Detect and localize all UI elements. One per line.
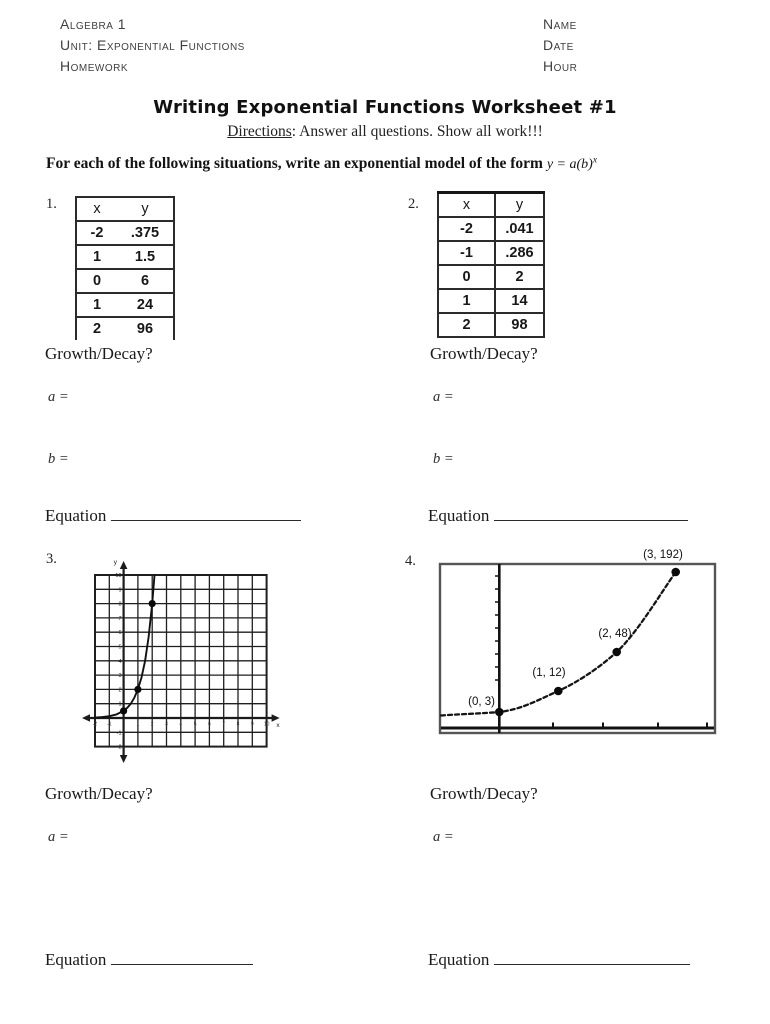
table-header-y: y: [515, 197, 524, 213]
equation-blank: [494, 505, 688, 521]
problem-2-table: [437, 191, 545, 338]
equation-blank: [494, 949, 690, 965]
svg-text:-2: -2: [92, 721, 98, 728]
svg-text:8: 8: [118, 601, 122, 608]
x-axis-tick-labels: [93, 722, 270, 728]
table-cell: -2: [76, 221, 117, 245]
svg-text:(0, 3): (0, 3): [468, 696, 495, 708]
equation-line-1: Equation: [45, 505, 301, 526]
course-name: Algebra 1: [60, 16, 127, 32]
svg-text:-1: -1: [107, 721, 112, 728]
svg-text:2: 2: [118, 687, 122, 694]
table-row: [438, 217, 544, 241]
table-cell: 0: [76, 269, 117, 293]
table-row: [76, 293, 174, 317]
a-equals-label-1: a =: [48, 389, 69, 405]
table-cell: 1.5: [117, 245, 174, 269]
b-equals-label-1: b =: [48, 451, 69, 467]
worksheet-title: Writing Exponential Functions Worksheet #1: [153, 97, 617, 118]
svg-text:3: 3: [118, 673, 122, 680]
a-equals-label-3: a =: [48, 829, 69, 845]
svg-text:(2, 48): (2, 48): [598, 628, 632, 640]
table-cell: 2: [495, 265, 544, 289]
svg-text:2: 2: [150, 721, 154, 728]
table-cell: -2: [438, 217, 495, 241]
header-left: [60, 14, 245, 77]
equation-line-2: Equation: [428, 505, 688, 526]
equation-blank: [111, 949, 253, 965]
table-cell: 24: [117, 293, 174, 317]
svg-text:4: 4: [179, 721, 183, 728]
table-header-x: x: [438, 193, 495, 218]
x-axis-label: x: [276, 722, 280, 729]
formula-exponent: x: [592, 155, 598, 166]
directions-text: : Answer all questions. Show all work!!!: [291, 123, 543, 140]
svg-text:7: 7: [118, 615, 122, 622]
table-cell: .375: [117, 221, 174, 245]
growth-decay-label-3: Growth/Decay?: [45, 784, 153, 803]
table-cell: 98: [495, 313, 544, 337]
svg-text:7: 7: [222, 721, 226, 728]
intro-text: For each of the following situations, write an exponential model of the form: [46, 155, 547, 172]
growth-decay-label-2: Growth/Decay?: [430, 344, 538, 363]
unit-name: Unit: Exponential Functions: [60, 37, 245, 53]
equation-line-4: Equation: [428, 949, 690, 970]
table-row: [438, 265, 544, 289]
equation-blank: [111, 505, 301, 521]
svg-text:5: 5: [118, 644, 122, 651]
b-equals-label-2: b =: [433, 451, 454, 467]
header-right: [543, 14, 577, 77]
model-formula: $y = a(b)^x$: [546, 155, 598, 172]
directions-line: [0, 123, 770, 141]
table-cell: 2: [76, 317, 117, 340]
table-row: [76, 245, 174, 269]
problem-2-number: 2.: [408, 196, 419, 212]
graph-3: [78, 553, 283, 768]
svg-text:(3, 192): (3, 192): [643, 549, 683, 561]
svg-text:10: 10: [263, 721, 270, 728]
problem-1-table: [75, 196, 175, 340]
svg-text:1: 1: [118, 701, 122, 708]
table-row: [438, 241, 544, 265]
assignment-type: Homework: [60, 58, 128, 74]
hour-field-label: Hour: [543, 58, 578, 74]
svg-text:1: 1: [136, 721, 140, 728]
table-cell: 0: [438, 265, 495, 289]
table-cell: 1: [76, 245, 117, 269]
a-equals-label-2: a =: [433, 389, 454, 405]
svg-text:5: 5: [193, 721, 197, 728]
directions-label: Directions: [227, 123, 292, 140]
svg-text:8: 8: [236, 721, 240, 728]
growth-decay-label-4: Growth/Decay?: [430, 784, 538, 803]
table-row: [438, 193, 544, 218]
table-cell: .286: [495, 241, 544, 265]
problem-3-number: 3.: [46, 551, 57, 567]
table-cell: 6: [117, 269, 174, 293]
table-header-x: x: [93, 201, 101, 217]
table-cell: 14: [495, 289, 544, 313]
name-field-label: Name: [543, 16, 577, 32]
table-cell: 1: [438, 289, 495, 313]
table-row: [438, 313, 544, 337]
svg-text:9: 9: [118, 587, 122, 594]
date-field-label: Date: [543, 37, 574, 53]
svg-text:-2: -2: [116, 744, 122, 751]
y-axis-tick-labels: [115, 573, 121, 751]
svg-text:4: 4: [118, 658, 122, 665]
graph-4: [437, 543, 722, 745]
intro-line: [46, 155, 752, 173]
y-axis-label: y: [113, 559, 117, 566]
problem-1-number: 1.: [46, 196, 57, 212]
growth-decay-label-1: Growth/Decay?: [45, 344, 153, 363]
svg-text:-1: -1: [116, 730, 122, 737]
table-cell: .041: [495, 217, 544, 241]
svg-text:6: 6: [118, 630, 122, 637]
table-cell: 96: [117, 317, 174, 340]
table-cell: -1: [438, 241, 495, 265]
table-cell: 2: [438, 313, 495, 337]
problem-4-number: 4.: [405, 553, 416, 569]
a-equals-label-4: a =: [433, 829, 454, 845]
table-row: [76, 197, 174, 221]
table-row: [76, 269, 174, 293]
table-row: [76, 317, 174, 340]
svg-text:9: 9: [250, 721, 254, 728]
svg-text:10: 10: [115, 573, 122, 579]
table-header-y: y: [141, 201, 149, 217]
svg-text:(1, 12): (1, 12): [532, 667, 566, 679]
table-row: [76, 221, 174, 245]
svg-text:6: 6: [208, 721, 211, 728]
svg-text:3: 3: [165, 721, 168, 728]
table-cell: 1: [76, 293, 117, 317]
table-row: [438, 289, 544, 313]
equation-line-3: Equation: [45, 949, 253, 970]
